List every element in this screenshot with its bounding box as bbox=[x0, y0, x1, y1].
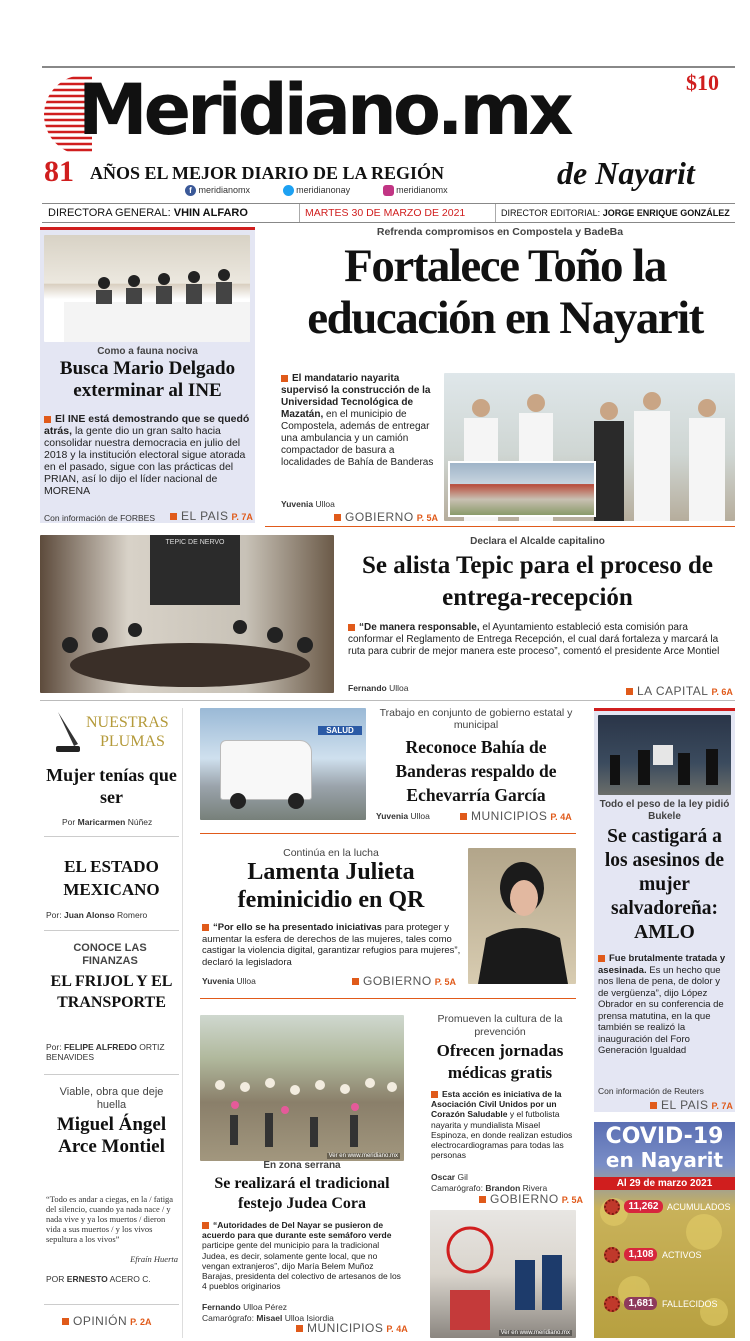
bahia-author: Yuvenia Ulloa bbox=[376, 811, 430, 821]
ine-body: El INE está demostrando que se quedó atrás, la gente dio un gran salto hacia consolidar nuestra democracia en julio del 2018 y la institución electoral sigue atorada en el pasado, sigue con las prácticas del PRIAN, así lo dijo el líder nacional de MORENA bbox=[44, 413, 250, 497]
col1-author: Por Maricarmen Núñez bbox=[62, 817, 153, 827]
virus-icon bbox=[604, 1296, 620, 1312]
issue-date: MARTES 30 DE MARZO DE 2021 bbox=[305, 207, 466, 219]
covid-title-1: COVID-19 bbox=[605, 1124, 724, 1149]
price-tag: $10 bbox=[686, 70, 719, 95]
lead-inset-photo bbox=[448, 461, 596, 517]
julieta-body: “Por ello se ha presentado iniciativas para proteger y aumentar la esfera de derechos de las mujeres, tales como castigar la violencia digital, garantizar refugios para mujeres”, declaró la legisladora bbox=[202, 922, 461, 968]
director: DIRECTORA GENERAL: VHIN ALFARO bbox=[48, 207, 248, 219]
jornadas-body: Esta acción es iniciativa de la Asociación Civil Unidos por un Corazón Saludable y el futbolista nayarita y mundialista Misael Espinoza, en donde realizan estudios electrocardiogramas para todas las personas bbox=[431, 1089, 573, 1161]
jornadas-section-tag[interactable]: GOBIERNO P. 5A bbox=[479, 1192, 583, 1206]
poem-author: Efraín Huerta bbox=[130, 1254, 178, 1264]
judea-photo-credit: Ver en www.meridiano.mx bbox=[328, 1153, 398, 1159]
ine-photo bbox=[44, 235, 250, 342]
ambulance-photo bbox=[200, 708, 366, 820]
covid-stat-accumulated: 11,262 ACUMULADOS bbox=[604, 1198, 732, 1216]
bukele-story-box[interactable] bbox=[594, 708, 735, 1112]
columns-header-1: NUESTRAS bbox=[86, 714, 169, 731]
ambulance bbox=[220, 740, 312, 800]
covid-stat-active: 1,108 ACTIVOS bbox=[604, 1246, 732, 1264]
bukele-section-tag[interactable]: EL PAIS P. 7A bbox=[650, 1098, 733, 1112]
bukele-headline[interactable]: Se castigará a los asesinos de mujer salvadoreña: AMLO bbox=[604, 826, 725, 943]
jornadas-photo-credit: Ver en www.meridiano.mx bbox=[500, 1330, 570, 1336]
tagline: AÑOS EL MEJOR DIARIO DE LA REGIÓN bbox=[90, 163, 445, 183]
bukele-body: Fue brutalmente tratada y asesinada. Es un hecho que nos llena de pena, de dolor y de vergüenza”, dijo López Obrador en su conferencia de prensa matutina, en la que también se realizó la inauguración del Foro Generación Igualdad bbox=[598, 953, 726, 1056]
julieta-headline[interactable]: Lamenta Julieta feminicidio en QR bbox=[237, 859, 425, 913]
covid-title-2: en Nayarit bbox=[605, 1148, 724, 1172]
col3-kicker: CONOCE LAS FINANZAS bbox=[73, 942, 147, 967]
judea-photo bbox=[200, 1015, 404, 1161]
instagram-icon[interactable] bbox=[383, 185, 394, 196]
bahia-kicker: Trabajo en conjunto de gobierno estatal y municipal bbox=[379, 707, 573, 731]
tepic-headline[interactable]: Se alista Tepic para el proceso de entrega-recepción bbox=[362, 552, 713, 611]
tepic-section-tag[interactable]: LA CAPITAL P. 6A bbox=[626, 684, 733, 698]
col4-kicker: Viable, obra que deje huella bbox=[59, 1086, 164, 1111]
col1-title[interactable]: Mujer tenías que ser bbox=[46, 765, 177, 807]
lead-photo bbox=[444, 373, 735, 521]
facebook-icon[interactable]: f bbox=[185, 185, 196, 196]
tepic-kicker: Declara el Alcalde capitalino bbox=[470, 536, 605, 547]
julieta-kicker: Continúa en la lucha bbox=[283, 847, 379, 859]
editor: DIRECTOR EDITORIAL: JORGE ENRIQUE GONZÁLEZ bbox=[501, 208, 730, 218]
lead-section-tag[interactable]: GOBIERNO P. 5A bbox=[334, 510, 438, 524]
jornadas-photo bbox=[430, 1210, 576, 1338]
col2-title[interactable]: EL ESTADO MEXICANO bbox=[63, 857, 160, 899]
virus-icon bbox=[604, 1247, 620, 1263]
bahia-section-tag[interactable]: MUNICIPIOS P. 4A bbox=[460, 809, 572, 823]
years-number: 81 bbox=[44, 155, 74, 188]
julieta-photo bbox=[468, 848, 576, 984]
col4-author: POR ERNESTO ACERO C. bbox=[46, 1274, 151, 1284]
julieta-section-tag[interactable]: GOBIERNO P. 5A bbox=[352, 974, 456, 988]
col4-title[interactable]: Miguel Ángel Arce Montiel bbox=[56, 1114, 167, 1157]
bukele-kicker: Todo el peso de la ley pidió Bukele bbox=[599, 799, 730, 822]
judea-section-tag[interactable]: MUNICIPIOS P. 4A bbox=[296, 1321, 408, 1335]
col3-title[interactable]: EL FRIJOL Y EL TRANSPORTE bbox=[50, 973, 173, 1011]
region-script: de Nayarit bbox=[557, 155, 695, 191]
social-bar bbox=[185, 185, 448, 199]
instagram-handle[interactable]: meridianomx bbox=[396, 185, 448, 195]
bukele-photo bbox=[598, 715, 731, 795]
tepic-body: “De manera responsable, el Ayuntamiento estableció esta comisión para conformar el Reglamento de Entrega Recepción, el cual dará fortaleza y marcará la ruta para cubrir de mejor manera este proceso”, comentó el presidente Arce Montiel bbox=[348, 622, 720, 657]
jornadas-headline[interactable]: Ofrecen jornadas médicas gratis bbox=[436, 1041, 564, 1082]
lead-kicker: Refrenda compromisos en Compostela y BadeBa bbox=[376, 226, 624, 238]
ine-source: Con información de FORBES bbox=[44, 513, 156, 523]
judea-author: Fernando Ulloa Pérez Camarógrafo: Misael Ulloa Isiordia bbox=[202, 1302, 334, 1323]
twitter-icon[interactable] bbox=[283, 185, 294, 196]
poem: “Todo es andar a ciegas, en la / fatiga del silencio, cuando ya nada nace / y nada vive y ya los muertos / dieron vida a sus muertos / y los vivos sepultura a los vivos” bbox=[46, 1194, 174, 1244]
covid-date: Al 29 de marzo 2021 bbox=[594, 1177, 735, 1190]
tepic-photo bbox=[40, 535, 334, 693]
ine-headline[interactable]: Busca Mario Delgado exterminar al INE bbox=[59, 358, 236, 401]
lead-headline[interactable]: Fortalece Toño la educación en Nayarit bbox=[307, 240, 703, 344]
lead-body: El mandatario nayarita supervisó la construcción de la Universidad Tecnológica de Mazatán, en el municipio de Compostela, además de entregar una ambulancia y un camión compactador de basura a localidades de Bahía de Banderas bbox=[281, 373, 434, 468]
lead-author: Yuvenia Ulloa bbox=[281, 499, 335, 509]
jornadas-kicker: Promueven la cultura de la prevención bbox=[437, 1013, 563, 1038]
virus-icon bbox=[604, 1199, 620, 1215]
facebook-handle[interactable]: meridianomx bbox=[198, 185, 251, 195]
bukele-source: Con información de Reuters bbox=[598, 1086, 704, 1096]
jornadas-author: Oscar Gil Camarógrafo: Brandon Rivera bbox=[431, 1172, 548, 1193]
ine-section-tag[interactable]: EL PAIS P. 7A bbox=[170, 509, 253, 523]
opinion-column bbox=[40, 708, 183, 1338]
covid-box[interactable] bbox=[594, 1122, 735, 1338]
judea-headline[interactable]: Se realizará el tradicional festejo Judea Cora bbox=[214, 1175, 390, 1212]
masthead-info-bar bbox=[42, 203, 735, 223]
ine-story-box[interactable] bbox=[40, 227, 255, 523]
bahia-headline[interactable]: Reconoce Bahía de Banderas respaldo de Echevarría García bbox=[395, 737, 557, 805]
opinion-section-tag[interactable]: OPINIÓN P. 2A bbox=[62, 1314, 152, 1328]
tepic-author: Fernando Ulloa bbox=[348, 683, 409, 693]
logo[interactable]: Meridiano.mx bbox=[78, 69, 570, 151]
ine-kicker: Como a fauna nociva bbox=[97, 346, 198, 357]
judea-kicker: En zona serrana bbox=[263, 1160, 341, 1171]
judea-body: “Autoridades de Del Nayar se pusieron de acuerdo para que durante este semáforo verde participe gente del municipio para la tradicional Judea, es decir, solamente gente local, que no vengan extranjeros”, dijo María Belem Muñoz Barajas, presidenta del colectivo de artesanos de los 4 pueblos originarios bbox=[202, 1220, 401, 1292]
tepic-wall-sign: TEPIC DE NERVO bbox=[150, 535, 240, 605]
covid-stat-deaths: 1,681 FALLECIDOS bbox=[604, 1295, 732, 1313]
pen-icon bbox=[54, 710, 84, 754]
twitter-handle[interactable]: meridianonay bbox=[296, 185, 351, 195]
columns-header-2: PLUMAS bbox=[100, 733, 165, 750]
col3-author: Por: FELIPE ALFREDO ORTIZ BENAVIDES bbox=[46, 1042, 165, 1062]
julieta-author: Yuvenia Ulloa bbox=[202, 976, 256, 986]
col2-author: Por: Juan Alonso Romero bbox=[46, 910, 148, 920]
salud-sign: SALUD bbox=[318, 726, 362, 735]
